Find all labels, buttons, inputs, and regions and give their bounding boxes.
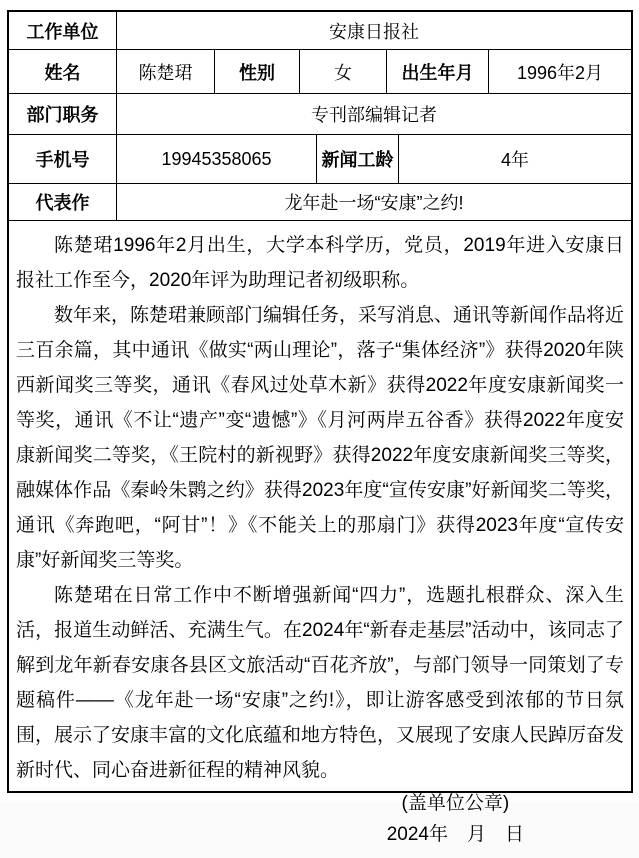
- representative-work-label: 代表作: [9, 184, 117, 220]
- row-work-unit: [9, 12, 631, 50]
- name-value: 陈楚珺: [117, 50, 215, 93]
- row-bio: [9, 221, 631, 858]
- name-label: 姓名: [9, 50, 117, 93]
- phone-label: 手机号: [9, 135, 117, 183]
- row-representative-work: [9, 184, 631, 221]
- row-phone-seniority: [9, 135, 631, 184]
- work-unit-label: 工作单位: [9, 12, 117, 49]
- representative-work-value: 龙年赴一场“安康”之约!: [284, 193, 464, 213]
- birth-label: 出生年月: [387, 50, 489, 93]
- bio-section: [9, 221, 631, 858]
- personnel-form-table: [7, 10, 633, 845]
- phone-value: 19945358065: [117, 135, 317, 183]
- gender-value: 女: [300, 50, 387, 93]
- department-label: 部门职务: [9, 94, 117, 134]
- seniority-label: 新闻工龄: [317, 135, 399, 183]
- bio-paragraph-2: 数年来，陈楚珺兼顾部门编辑任务，采写消息、通讯等新闻作品将近三百余篇，其中通讯《做实“两山理论”，落子“集体经济”》获得2020年陕西新闻奖三等奖，通讯《春风过处草木新》获得2022年度安康新闻奖一等奖，通讯《不让“遗产”变“遗憾”》《月河两岸五谷香》获得2022年度安康新闻奖二等奖，《王院村的新视野》获得2022年度安康新闻奖三等奖，融媒体作品《秦岭朱鹮之约》获得2023年度“宣传安康”好新闻奖二等奖，通讯《奔跑吧，“阿甘”！》《不能关上的那扇门》获得2023年度“宣传安康”好新闻奖三等奖。: [16, 305, 625, 571]
- seniority-value: 4年: [500, 150, 529, 170]
- bio-paragraph-1: 陈楚珺1996年2月出生，大学本科学历，党员，2019年进入安康日报社工作至今，2020年评为助理记者初级职称。: [16, 235, 624, 291]
- work-unit-value: 安康日报社: [329, 21, 419, 42]
- row-name-gender-birth: [9, 50, 631, 94]
- stamp-note: (盖单位公章): [401, 793, 510, 814]
- bio-paragraph-3: 陈楚珺在日常工作中不断增强新闻“四力”，选题扎根群众、深入生活，报道生动鲜活、充满生气。在2024年“新春走基层”活动中，该同志了解到龙年新春安康各县区文旅活动“百花齐放”，与部门领导一同策划了专题稿件——《龙年赴一场“安康”之约!》，即让游客感受到浓郁的节日氛围，展示了安康丰富的文化底蕴和地方特色，又展现了安康人民踔厉奋发新时代、同心奋进新征程的精神风貌。: [16, 585, 625, 781]
- gender-label: 性别: [215, 50, 300, 93]
- date-line: 2024年 月 日: [386, 824, 524, 845]
- row-department: [9, 94, 631, 135]
- department-value: 专刊部编辑记者: [311, 105, 437, 125]
- birth-value: 1996年2月: [516, 62, 604, 83]
- stamp-and-date-block: [387, 788, 524, 852]
